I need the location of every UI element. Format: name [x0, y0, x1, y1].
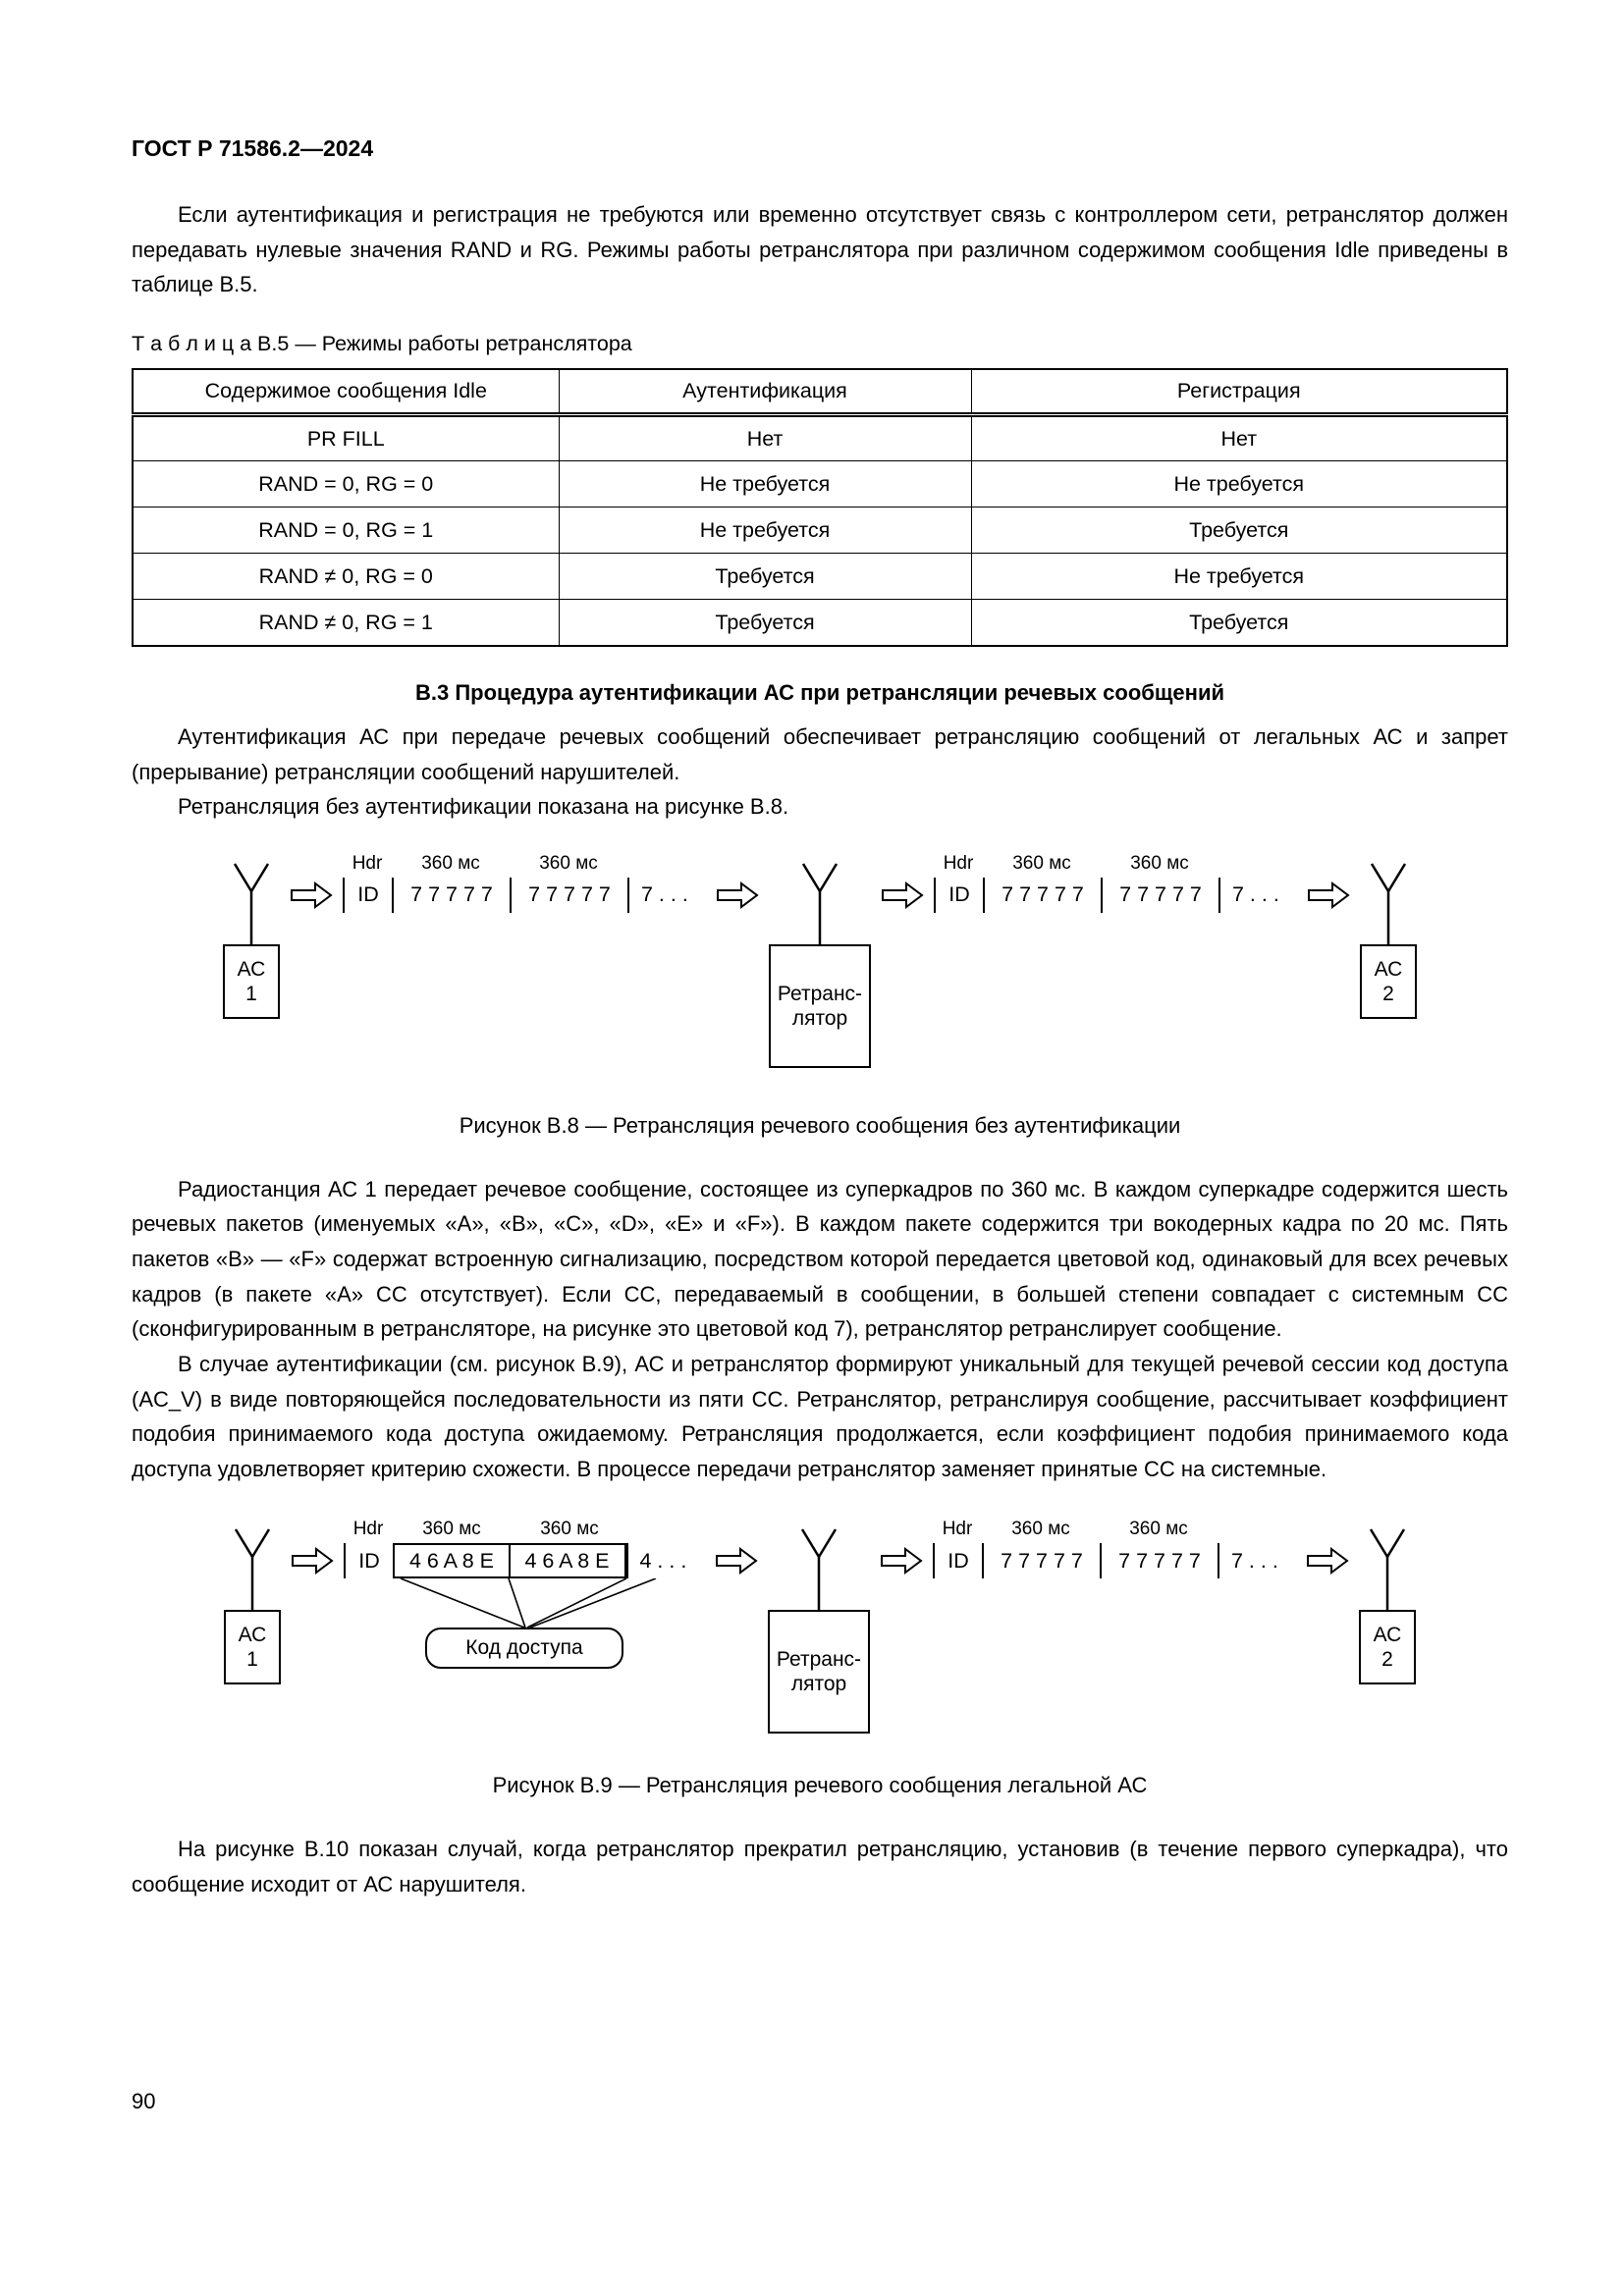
station-label: лятор: [790, 1673, 847, 1696]
duration-label: 360 мс: [1011, 1519, 1070, 1540]
frame-cell-id: ID: [343, 878, 392, 913]
table-cell: RAND = 0, RG = 1: [133, 507, 559, 554]
access-code-lines: [344, 1578, 705, 1629]
duration-label: 360 мс: [540, 1519, 599, 1540]
paragraph-intro: Если аутентификация и регистрация не требуются или временно отсутствует связь с контроллером сети, ретранслятор должен передавать нулевые значения RAND и RG. Режимы работы ретранслятора при различном содержимом сообщения Idle приведены в таблице В.5.: [132, 202, 1508, 297]
arrow-right-icon: [1306, 1546, 1349, 1575]
table-cell: RAND = 0, RG = 0: [133, 461, 559, 507]
table-b5-head: [133, 369, 1507, 415]
arrow-right-icon: [291, 1546, 334, 1575]
station-label: Ретранс-: [776, 1648, 862, 1672]
station-ac1: [224, 1527, 281, 1684]
station-repeater: [768, 1527, 870, 1734]
station-ac2: [1360, 862, 1417, 1019]
figure-b9-caption: Рисунок В.9 — Ретрансляция речевого сообщения легальной АС: [492, 1773, 1148, 1798]
hdr-label: Hdr: [352, 1519, 384, 1540]
table-cell: Нет: [971, 415, 1507, 461]
antenna-icon: [233, 1527, 272, 1610]
frame-cell: 7 7 7 7 7: [982, 1543, 1100, 1578]
frame-cell: 7 7 7 7 7: [983, 878, 1101, 913]
station-repeater: [769, 862, 871, 1068]
hdr-label: Hdr: [352, 852, 383, 874]
duration-label: 360 мс: [422, 1519, 481, 1540]
station-label: АС: [1374, 957, 1403, 981]
frame-labels: [344, 1516, 705, 1543]
antenna-icon: [232, 862, 271, 944]
frame-labels: [934, 850, 1297, 878]
table-cell: PR FILL: [133, 415, 559, 461]
table-b5-body: [133, 415, 1507, 646]
station-box-repeater: [768, 1610, 870, 1734]
station-label: 1: [246, 1648, 258, 1672]
access-code-label: Код доступа: [465, 1636, 583, 1660]
page-number: 90: [132, 2089, 156, 2113]
superframe-right: [934, 850, 1297, 913]
station-label: АС: [237, 957, 266, 981]
frame-cell-id: ID: [344, 1543, 393, 1578]
duration-label: 360 мс: [1012, 852, 1071, 874]
access-code-box: [425, 1628, 623, 1669]
station-label: 2: [1382, 982, 1394, 1005]
table-row: [133, 554, 1507, 600]
arrow-right-icon: [716, 881, 759, 910]
station-ac1: [223, 862, 280, 1019]
section-b3-heading: В.3 Процедура аутентификации АС при ретрансляции речевых сообщений: [415, 679, 1224, 705]
frame-cells: [343, 878, 706, 913]
station-box-ac2: [1360, 944, 1417, 1019]
station-label: АС: [1373, 1624, 1402, 1647]
frame-cell: 4 . . .: [626, 1543, 705, 1578]
table-cell: Требуется: [559, 554, 971, 600]
antenna-icon: [800, 862, 839, 944]
station-label: лятор: [791, 1006, 848, 1030]
table-cell: Не требуется: [971, 554, 1507, 600]
figure-b8-diagram: [132, 850, 1508, 1068]
arrow-right-icon: [290, 881, 333, 910]
frame-cells: [344, 1543, 705, 1578]
paragraph-b3-2: Ретрансляция без аутентификации показана на рисунке В.8.: [178, 794, 789, 820]
station-box-ac1: [223, 944, 280, 1019]
table-cell: Требуется: [971, 600, 1507, 646]
table-cell: Не требуется: [971, 461, 1507, 507]
frame-cells: [934, 878, 1297, 913]
frame-cell: 7 7 7 7 7: [510, 878, 627, 913]
frame-cell: 7 . . .: [1218, 878, 1297, 913]
frame-cells: [933, 1543, 1296, 1578]
table-header-cell: Аутентификация: [559, 369, 971, 415]
frame-cell-id: ID: [934, 878, 983, 913]
figure-b9-diagram: [132, 1516, 1508, 1734]
paragraph-b3-1: Аутентификация АС при передаче речевых сообщений обеспечивает ретрансляцию сообщений от легальных АС и запрет (прерывание) ретрансляции сообщений нарушителей.: [132, 723, 1508, 784]
frame-labels: [933, 1516, 1296, 1543]
frame-cell-access: 4 6 A 8 E: [393, 1543, 511, 1578]
duration-label: 360 мс: [1129, 1519, 1188, 1540]
table-header-row: [133, 369, 1507, 415]
table-b5: [132, 368, 1508, 647]
table-row: [133, 461, 1507, 507]
table-cell: RAND ≠ 0, RG = 1: [133, 600, 559, 646]
document-number: ГОСТ Р 71586.2—2024: [132, 135, 374, 161]
table-row: [133, 507, 1507, 554]
table-header-cell: Регистрация: [971, 369, 1507, 415]
arrow-right-icon: [880, 1546, 923, 1575]
table-caption-title: — Режимы работы ретранслятора: [295, 331, 632, 355]
station-label: 1: [245, 982, 257, 1005]
duration-label: 360 мс: [421, 852, 480, 874]
table-cell: Требуется: [971, 507, 1507, 554]
superframe-right: [933, 1516, 1296, 1578]
superframe-left: [343, 850, 706, 913]
frame-cell: 7 7 7 7 7: [1101, 878, 1218, 913]
table-b5-caption: [132, 332, 1508, 356]
arrow-right-icon: [1307, 881, 1350, 910]
paragraph-body1: Радиостанция АС 1 передает речевое сообщение, состоящее из суперкадров по 360 мс. В каждом суперкадре содержится шесть речевых пакетов (именуемых «А», «В», «С», «D», «Е» и «F»). В каждом пакете содержится три вокодерных кадра по 20 мс. Пять пакетов «В» — «F» содержат встроенную сигнализацию, посредством которой передается цветовой код, одинаковый для всех речевых кадров (в пакете «А» СС отсутствует). Если СС, передаваемый в сообщении, в большей степени совпадает с системным СС (сконфигурированным в ретрансляторе, на рисунке это цветовой код 7), ретранслятор ретранслирует сообщение.: [132, 1176, 1508, 1342]
paragraph-body2: В случае аутентификации (см. рисунок В.9), АС и ретранслятор формируют уникальный для текущей речевой сессии код доступа (AC_V) в виде повторяющейся последовательности из пяти СС. Ретранслятор, ретранслируя сообщение, рассчитывает коэффициент подобия принимаемого кода доступа ожидаемому. Ретрансляция продолжается, если коэффициент подобия принимаемого кода доступа удовлетворяет критерию схожести. В процессе передачи ретранслятор заменяет принятые СС на системные.: [132, 1351, 1508, 1481]
table-cell: Требуется: [559, 600, 971, 646]
table-cell: Не требуется: [559, 461, 971, 507]
frame-cell: 7 7 7 7 7: [1100, 1543, 1218, 1578]
station-box-ac1: [224, 1610, 281, 1684]
figure-b9: [132, 1516, 1508, 1798]
paragraph-body3: На рисунке В.10 показан случай, когда ретранслятор прекратил ретрансляцию, установив (в течение первого суперкадра), что сообщение исходит от АС нарушителя.: [132, 1837, 1508, 1896]
station-label: 2: [1381, 1648, 1393, 1672]
table-cell: RAND ≠ 0, RG = 0: [133, 554, 559, 600]
table-header-cell: Содержимое сообщения Idle: [133, 369, 559, 415]
station-box-repeater: [769, 944, 871, 1068]
antenna-icon: [1369, 862, 1408, 944]
table-row: [133, 600, 1507, 646]
arrow-right-icon: [715, 1546, 758, 1575]
antenna-icon: [1368, 1527, 1407, 1610]
frame-cell-id: ID: [933, 1543, 982, 1578]
table-caption-label: Т а б л и ц а В.5: [132, 331, 290, 355]
table-row: [133, 415, 1507, 461]
duration-label: 360 мс: [1130, 852, 1189, 874]
duration-label: 360 мс: [539, 852, 598, 874]
frame-cell-access: 4 6 A 8 E: [509, 1543, 626, 1578]
antenna-icon: [799, 1527, 839, 1610]
frame-labels: [343, 850, 706, 878]
table-cell: Нет: [559, 415, 971, 461]
figure-b8: [132, 850, 1508, 1139]
frame-cell: 7 . . .: [627, 878, 706, 913]
frame-cell: 7 7 7 7 7: [392, 878, 510, 913]
table-cell: Не требуется: [559, 507, 971, 554]
hdr-label: Hdr: [943, 852, 974, 874]
frame-cell: 7 . . .: [1218, 1543, 1296, 1578]
station-label: Ретранс-: [777, 982, 863, 1005]
hdr-label: Hdr: [942, 1519, 973, 1540]
superframe-access-code: [344, 1516, 705, 1669]
figure-b8-caption: Рисунок В.8 — Ретрансляция речевого сообщения без аутентификации: [459, 1112, 1181, 1138]
station-label: АС: [238, 1624, 267, 1647]
station-ac2: [1359, 1527, 1416, 1684]
arrow-right-icon: [881, 881, 924, 910]
station-box-ac2: [1359, 1610, 1416, 1684]
